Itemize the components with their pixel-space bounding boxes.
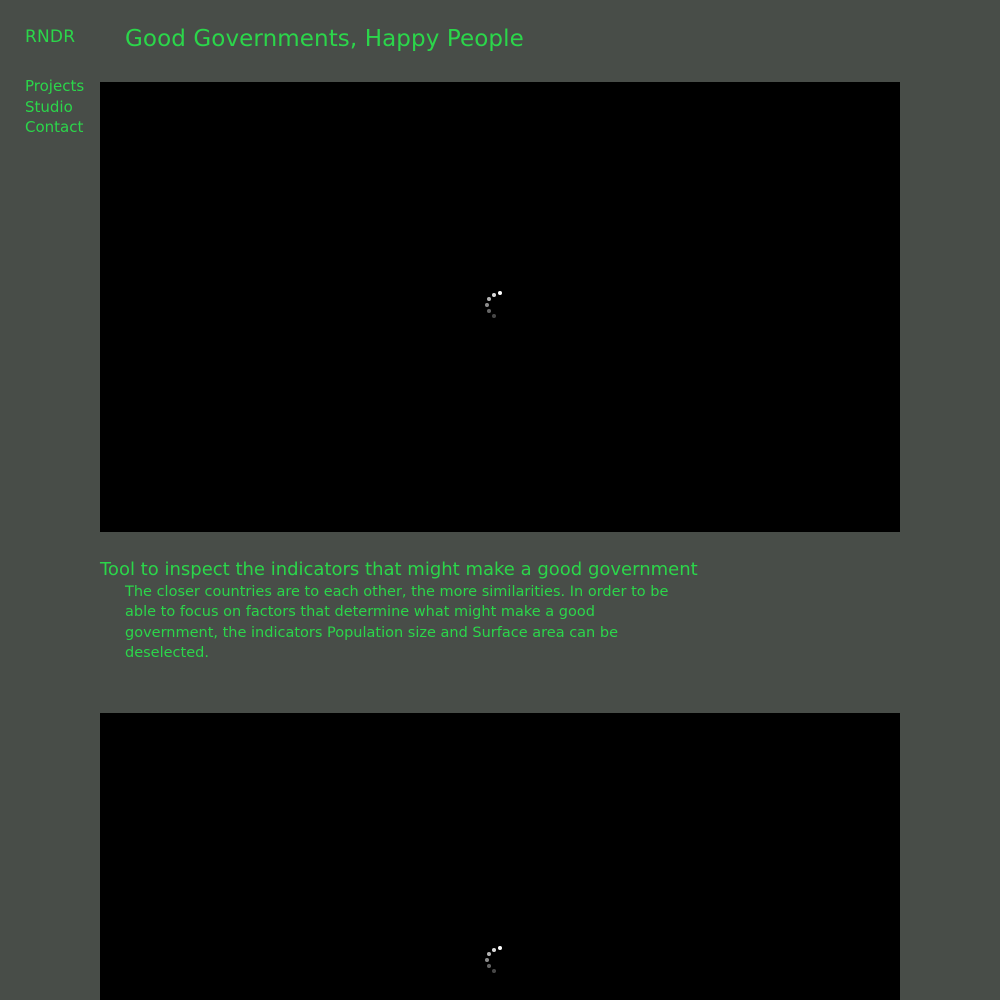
loading-spinner-icon [484, 291, 508, 321]
spinner-dot [487, 964, 491, 968]
page-title: Good Governments, Happy People [125, 26, 524, 52]
main-nav [25, 76, 84, 138]
video-player-1[interactable] [100, 82, 900, 532]
spinner-dot [498, 291, 502, 295]
loading-spinner-icon [484, 946, 508, 976]
spinner-dot [492, 948, 496, 952]
spinner-dot [485, 303, 489, 307]
nav-item-projects[interactable]: Projects [25, 77, 85, 95]
spinner-dot [487, 309, 491, 313]
spinner-dot [485, 958, 489, 962]
spinner-dot [487, 952, 491, 956]
spinner-dot [492, 293, 496, 297]
video-player-2[interactable] [100, 713, 900, 1000]
spinner-dot [487, 297, 491, 301]
nav-item-studio[interactable]: Studio [25, 97, 73, 116]
section-description: The closer countries are to each other, the more similarities. In order to be able to focus on factors that determine what might make a good government, the indicators Population size and Surface area can be deselected. [125, 584, 669, 662]
logo-link[interactable]: RNDR [25, 27, 76, 47]
spinner-dot [492, 969, 496, 973]
spinner-dot [498, 946, 502, 950]
section-heading: Tool to inspect the indicators that might make a good government [100, 559, 698, 580]
nav-item-contact[interactable]: Contact [25, 118, 84, 136]
spinner-dot [492, 314, 496, 318]
